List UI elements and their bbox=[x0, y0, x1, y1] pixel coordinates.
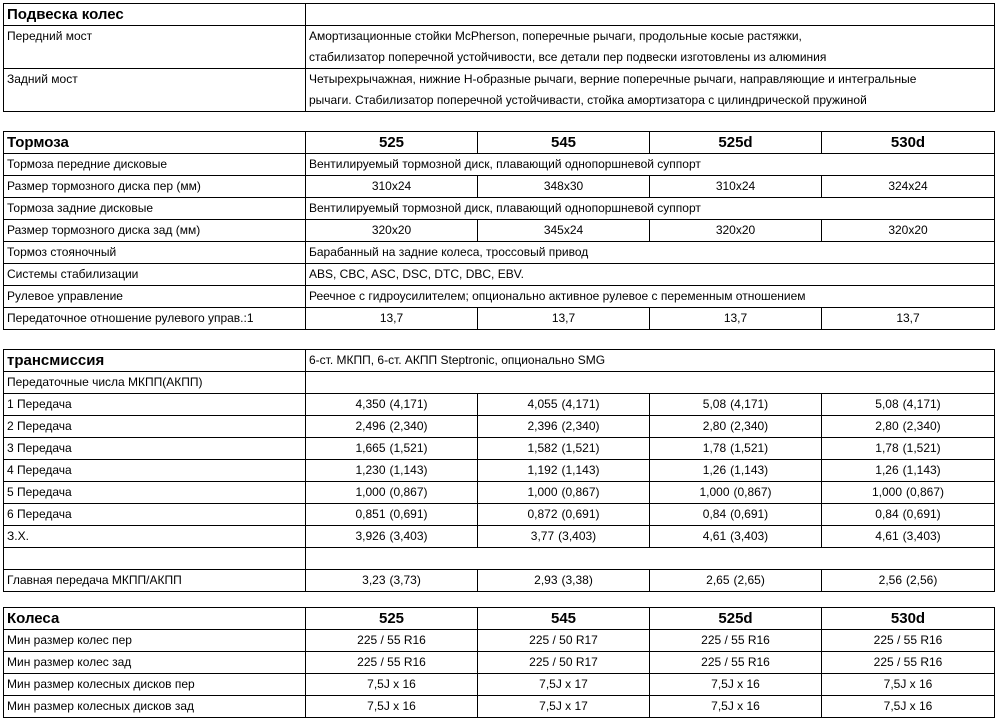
manual-ratio: 2,396 bbox=[527, 419, 558, 433]
auto-ratio: (0,867) bbox=[906, 485, 945, 499]
manual-ratio: 5,08 bbox=[702, 397, 727, 411]
ratio-value bbox=[822, 438, 995, 460]
rear-axle-label: Задний мост bbox=[4, 69, 306, 112]
table-row bbox=[4, 264, 995, 286]
auto-ratio: (4,171) bbox=[902, 397, 941, 411]
row-label: Системы стабилизации bbox=[4, 264, 306, 286]
manual-ratio: 1,000 bbox=[871, 485, 902, 499]
auto-ratio: (2,340) bbox=[389, 419, 428, 433]
table-row bbox=[4, 286, 995, 308]
row-value: 7,5J x 16 bbox=[306, 696, 478, 718]
row-value: 310x24 bbox=[306, 176, 478, 198]
auto-ratio: (0,691) bbox=[389, 507, 428, 521]
manual-ratio: 1,78 bbox=[875, 441, 899, 455]
table-row bbox=[4, 242, 995, 264]
final-drive-label: Главная передача МКПП/АКПП bbox=[4, 570, 306, 592]
row-value: 225 / 55 R16 bbox=[306, 630, 478, 652]
model-header: 525 bbox=[306, 608, 478, 630]
ratio-value bbox=[306, 394, 478, 416]
row-value: 7,5J x 16 bbox=[650, 674, 822, 696]
manual-ratio: 4,61 bbox=[875, 529, 899, 543]
ratio-value bbox=[822, 460, 995, 482]
table-row bbox=[4, 482, 995, 504]
manual-ratio: 1,582 bbox=[527, 441, 558, 455]
manual-ratio: 1,000 bbox=[527, 485, 558, 499]
front-axle-line1: Амортизационные стойки McPherson, поперечные рычаги, продольные косые растяжки, bbox=[309, 29, 802, 43]
final-drive-value bbox=[822, 570, 995, 592]
front-axle-line2: стабилизатор поперечной устойчивости, все детали пер подвески изготовлены из алюминия bbox=[309, 50, 827, 64]
model-header: 545 bbox=[478, 608, 650, 630]
manual-ratio: 1,192 bbox=[527, 463, 558, 477]
auto-ratio: (0,867) bbox=[561, 485, 600, 499]
auto-ratio: (1,521) bbox=[389, 441, 428, 455]
row-value: 345x24 bbox=[478, 220, 650, 242]
auto-ratio: (4,171) bbox=[730, 397, 769, 411]
row-value: 225 / 50 R17 bbox=[478, 652, 650, 674]
suspension-title: Подвеска колес bbox=[4, 4, 306, 26]
ratio-value bbox=[478, 416, 650, 438]
ratio-value bbox=[306, 416, 478, 438]
row-span-value: Вентилируемый тормозной диск, плавающий однопоршневой суппорт bbox=[306, 154, 995, 176]
front-axle-label: Передний мост bbox=[4, 26, 306, 69]
manual-ratio: 2,496 bbox=[355, 419, 386, 433]
ratio-value bbox=[478, 394, 650, 416]
suspension-table bbox=[3, 3, 995, 112]
transmission-title: трансмиссия bbox=[4, 350, 306, 372]
row-value: 225 / 55 R16 bbox=[650, 630, 822, 652]
auto-ratio: (3,403) bbox=[902, 529, 941, 543]
table-row bbox=[4, 438, 995, 460]
row-label: 5 Передача bbox=[4, 482, 306, 504]
ratio-value bbox=[822, 416, 995, 438]
table-row bbox=[4, 630, 995, 652]
auto-ratio: (2,340) bbox=[561, 419, 600, 433]
auto-ratio: (2,340) bbox=[902, 419, 941, 433]
row-value: 7,5J x 17 bbox=[478, 674, 650, 696]
ratio-value bbox=[650, 526, 822, 548]
row-value: 7,5J x 16 bbox=[822, 696, 995, 718]
model-header: 530d bbox=[822, 132, 995, 154]
ratio-value bbox=[822, 394, 995, 416]
manual-ratio: 1,78 bbox=[702, 441, 727, 455]
row-label: Мин размер колесных дисков зад bbox=[4, 696, 306, 718]
auto-ratio: (3,38) bbox=[561, 573, 593, 587]
ratio-value bbox=[306, 526, 478, 548]
auto-ratio: (3,73) bbox=[389, 573, 421, 587]
manual-ratio: 4,61 bbox=[702, 529, 727, 543]
row-span-value: ABS, CBC, ASC, DSC, DTC, DBC, EBV. bbox=[306, 264, 995, 286]
brakes-title: Тормоза bbox=[4, 132, 306, 154]
table-row bbox=[4, 416, 995, 438]
auto-ratio: (1,143) bbox=[902, 463, 941, 477]
auto-ratio: (2,56) bbox=[906, 573, 938, 587]
ratio-value bbox=[306, 504, 478, 526]
transmission-table bbox=[3, 349, 995, 592]
row-label: Мин размер колес зад bbox=[4, 652, 306, 674]
row-value: 320x20 bbox=[650, 220, 822, 242]
blank-row bbox=[4, 548, 995, 570]
auto-ratio: (1,143) bbox=[389, 463, 428, 477]
auto-ratio: (0,867) bbox=[389, 485, 428, 499]
manual-ratio: 4,350 bbox=[355, 397, 386, 411]
table-row bbox=[4, 394, 995, 416]
row-value: 320x20 bbox=[306, 220, 478, 242]
row-label: Тормоза передние дисковые bbox=[4, 154, 306, 176]
ratio-value bbox=[650, 438, 822, 460]
auto-ratio: (1,143) bbox=[561, 463, 600, 477]
rear-axle-text bbox=[306, 69, 995, 112]
row-span-value: Вентилируемый тормозной диск, плавающий однопоршневой суппорт bbox=[306, 198, 995, 220]
row-label: З.Х. bbox=[4, 526, 306, 548]
auto-ratio: (2,65) bbox=[733, 573, 765, 587]
row-value: 7,5J x 16 bbox=[650, 696, 822, 718]
manual-ratio: 2,65 bbox=[706, 573, 730, 587]
row-label: Тормоза задние дисковые bbox=[4, 198, 306, 220]
front-axle-text bbox=[306, 26, 995, 69]
ratio-value bbox=[650, 416, 822, 438]
table-row bbox=[4, 460, 995, 482]
row-value: 225 / 50 R17 bbox=[478, 630, 650, 652]
row-value: 7,5J x 16 bbox=[306, 674, 478, 696]
manual-ratio: 0,872 bbox=[527, 507, 558, 521]
row-value: 324x24 bbox=[822, 176, 995, 198]
row-value: 13,7 bbox=[306, 308, 478, 330]
ratio-value bbox=[822, 504, 995, 526]
row-label: Размер тормозного диска зад (мм) bbox=[4, 220, 306, 242]
table-row bbox=[4, 220, 995, 242]
ratio-value bbox=[650, 394, 822, 416]
auto-ratio: (1,521) bbox=[902, 441, 941, 455]
auto-ratio: (1,521) bbox=[730, 441, 769, 455]
ratio-value bbox=[650, 482, 822, 504]
table-row bbox=[4, 674, 995, 696]
row-value: 348x30 bbox=[478, 176, 650, 198]
blank-cell bbox=[306, 548, 995, 570]
auto-ratio: (3,403) bbox=[558, 529, 597, 543]
rear-axle-line2: рычаги. Стабилизатор поперечной устойчивасти, стойка амортизатора с цилиндрической пружиной bbox=[309, 93, 867, 107]
auto-ratio: (1,521) bbox=[561, 441, 600, 455]
ratio-value bbox=[478, 460, 650, 482]
model-header: 525d bbox=[650, 132, 822, 154]
blank-cell bbox=[4, 548, 306, 570]
wheels-title: Колеса bbox=[4, 608, 306, 630]
model-header: 525d bbox=[650, 608, 822, 630]
wheels-table bbox=[3, 607, 995, 718]
ratio-value bbox=[306, 460, 478, 482]
table-row bbox=[4, 308, 995, 330]
final-drive-value bbox=[306, 570, 478, 592]
table-row bbox=[4, 504, 995, 526]
row-label: 6 Передача bbox=[4, 504, 306, 526]
row-span-value: Реечное с гидроусилителем; опционально активное рулевое с переменным отношением bbox=[306, 286, 995, 308]
ratio-value bbox=[478, 438, 650, 460]
ratio-value bbox=[478, 526, 650, 548]
row-label: Размер тормозного диска пер (мм) bbox=[4, 176, 306, 198]
table-row bbox=[4, 570, 995, 592]
ratio-value bbox=[822, 482, 995, 504]
table-row bbox=[4, 526, 995, 548]
manual-ratio: 1,000 bbox=[355, 485, 386, 499]
ratio-value bbox=[822, 526, 995, 548]
row-value: 13,7 bbox=[478, 308, 650, 330]
manual-ratio: 2,93 bbox=[534, 573, 558, 587]
manual-ratio: 2,56 bbox=[878, 573, 902, 587]
auto-ratio: (4,171) bbox=[389, 397, 428, 411]
manual-ratio: 5,08 bbox=[875, 397, 899, 411]
table-row bbox=[4, 198, 995, 220]
manual-ratio: 3,23 bbox=[362, 573, 386, 587]
row-value: 7,5J x 16 bbox=[822, 674, 995, 696]
manual-ratio: 1,26 bbox=[875, 463, 899, 477]
row-span-value: Барабанный на задние колеса, троссовый привод bbox=[306, 242, 995, 264]
auto-ratio: (0,867) bbox=[733, 485, 772, 499]
row-label: Передаточное отношение рулевого управ.:1 bbox=[4, 308, 306, 330]
model-header: 525 bbox=[306, 132, 478, 154]
row-label: 1 Передача bbox=[4, 394, 306, 416]
manual-ratio: 3,77 bbox=[530, 529, 555, 543]
row-value: 225 / 55 R16 bbox=[822, 630, 995, 652]
table-row bbox=[4, 652, 995, 674]
row-label: Тормоз стояночный bbox=[4, 242, 306, 264]
ratios-label: Передаточные числа МКПП(АКПП) bbox=[4, 372, 306, 394]
rear-axle-line1: Четырехрычажная, нижние H-образные рычаги, верние поперечные рычаги, направляющие и интегральные bbox=[309, 72, 917, 86]
table-row bbox=[4, 696, 995, 718]
row-label: Мин размер колес пер bbox=[4, 630, 306, 652]
row-value: 7,5J x 17 bbox=[478, 696, 650, 718]
auto-ratio: (3,403) bbox=[730, 529, 769, 543]
row-value: 310x24 bbox=[650, 176, 822, 198]
auto-ratio: (0,691) bbox=[902, 507, 941, 521]
ratio-value bbox=[478, 504, 650, 526]
ratio-value bbox=[306, 438, 478, 460]
auto-ratio: (4,171) bbox=[561, 397, 600, 411]
ratio-value bbox=[650, 504, 822, 526]
manual-ratio: 0,851 bbox=[355, 507, 386, 521]
auto-ratio: (2,340) bbox=[730, 419, 769, 433]
manual-ratio: 0,84 bbox=[875, 507, 899, 521]
row-label: Мин размер колесных дисков пер bbox=[4, 674, 306, 696]
row-value: 225 / 55 R16 bbox=[306, 652, 478, 674]
manual-ratio: 1,665 bbox=[355, 441, 386, 455]
table-row bbox=[4, 154, 995, 176]
model-header: 530d bbox=[822, 608, 995, 630]
row-value: 320x20 bbox=[822, 220, 995, 242]
final-drive-value bbox=[650, 570, 822, 592]
manual-ratio: 2,80 bbox=[875, 419, 899, 433]
brakes-table bbox=[3, 131, 995, 330]
manual-ratio: 2,80 bbox=[702, 419, 727, 433]
transmission-summary: 6-ст. МКПП, 6-ст. АКПП Steptronic, опционально SMG bbox=[306, 350, 995, 372]
ratio-value bbox=[478, 482, 650, 504]
auto-ratio: (0,691) bbox=[730, 507, 769, 521]
manual-ratio: 1,230 bbox=[355, 463, 386, 477]
auto-ratio: (0,691) bbox=[561, 507, 600, 521]
row-label: Рулевое управление bbox=[4, 286, 306, 308]
row-label: 4 Передача bbox=[4, 460, 306, 482]
final-drive-value bbox=[478, 570, 650, 592]
model-header: 545 bbox=[478, 132, 650, 154]
auto-ratio: (3,403) bbox=[389, 529, 428, 543]
row-value: 13,7 bbox=[822, 308, 995, 330]
row-value: 225 / 55 R16 bbox=[822, 652, 995, 674]
ratio-value bbox=[306, 482, 478, 504]
manual-ratio: 1,000 bbox=[699, 485, 730, 499]
manual-ratio: 3,926 bbox=[355, 529, 386, 543]
row-value: 225 / 55 R16 bbox=[650, 652, 822, 674]
row-value: 13,7 bbox=[650, 308, 822, 330]
auto-ratio: (1,143) bbox=[730, 463, 769, 477]
row-label: 3 Передача bbox=[4, 438, 306, 460]
manual-ratio: 1,26 bbox=[702, 463, 727, 477]
manual-ratio: 0,84 bbox=[702, 507, 727, 521]
manual-ratio: 4,055 bbox=[527, 397, 558, 411]
table-row bbox=[4, 176, 995, 198]
row-label: 2 Передача bbox=[4, 416, 306, 438]
ratio-value bbox=[650, 460, 822, 482]
